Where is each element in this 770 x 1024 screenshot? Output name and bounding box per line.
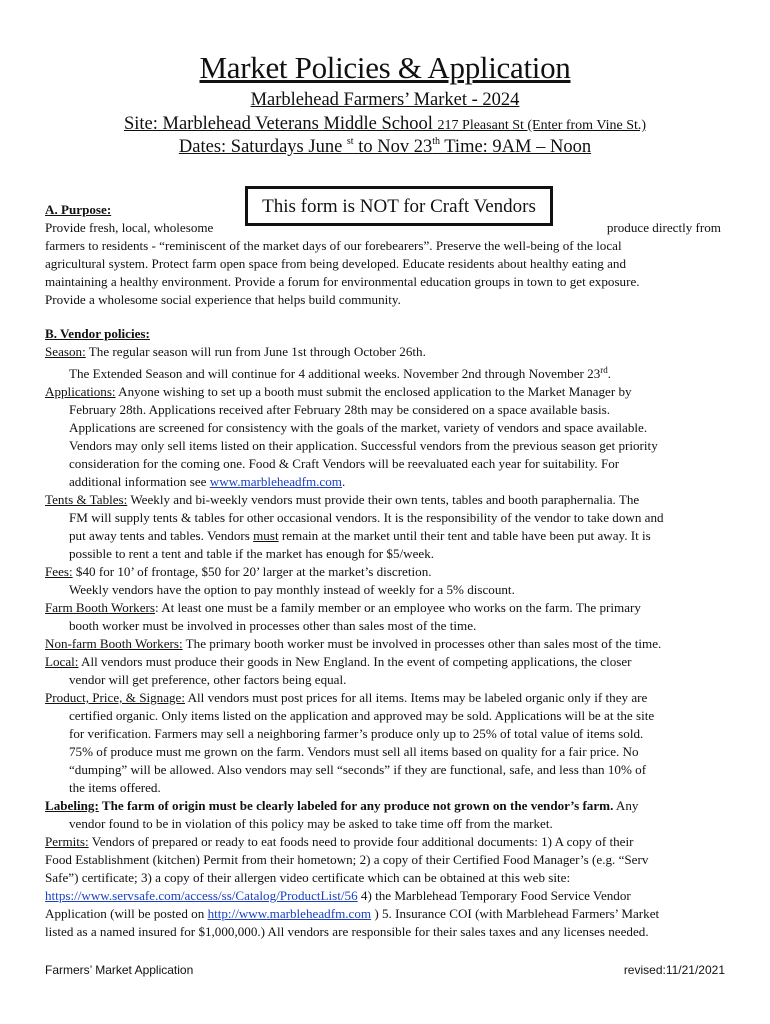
- page-title: Market Policies & Application: [199, 50, 571, 85]
- farm-workers-text: : At least one must be a family member or an employee who works on the farm. The primary: [155, 600, 641, 615]
- nonfarm-workers-label: Non-farm Booth Workers:: [45, 636, 183, 651]
- product-line: 75% of produce must me grown on the farm. Vendors must sell all items based on quality for a fair price. No: [69, 744, 639, 759]
- product-text: All vendors must post prices for all items. Items may be labeled organic only if they are: [185, 690, 648, 705]
- farm-workers-line: booth worker must be involved in processes other than sales most of the time.: [69, 618, 477, 633]
- marbleheadfm-link[interactable]: www.marbleheadfm.com: [209, 474, 342, 489]
- craft-vendor-notice: This form is NOT for Craft Vendors: [245, 186, 553, 226]
- season-extended: [45, 361, 735, 383]
- purpose-heading: A. Purpose:: [45, 202, 112, 217]
- site-address: 217 Pleasant St (Enter from Vine St.): [437, 118, 647, 133]
- site-label: Site: Marblehead Veterans Middle School: [123, 114, 433, 134]
- vendor-policies: [45, 325, 735, 941]
- season-end: .: [607, 366, 612, 381]
- applications-label: Applications:: [45, 384, 116, 399]
- market-name: Marblehead Farmers’ Market - 2024: [250, 90, 520, 110]
- tents-label: Tents & Tables:: [45, 492, 128, 507]
- nonfarm-workers-text: The primary booth worker must be involved in processes other than sales most of the time.: [182, 636, 662, 651]
- season-extended-text: The Extended Season and will continue for 4 additional weeks. November 2nd through November 23: [69, 366, 601, 381]
- tents-line: [45, 527, 735, 545]
- applications-text: additional information see: [69, 474, 210, 489]
- purpose-line-1a: Provide fresh, local, wholesome: [45, 220, 214, 235]
- farm-workers-label: Farm Booth Workers: [45, 600, 155, 615]
- local-line: vendor will get preference, other factors being equal.: [69, 672, 347, 687]
- product-line: [45, 689, 735, 707]
- permits-line: Food Establishment (kitchen) Permit from their hometown; 2) a copy of their Certified Food Manager’s (e.g. “Serv: [45, 852, 649, 867]
- fees-text: $40 for 10’ of frontage, $50 for 20’ larger at the market’s discretion.: [72, 564, 432, 579]
- dates-line: [0, 136, 770, 158]
- dates-end: to Nov 23: [358, 137, 433, 157]
- applications-line: [45, 473, 735, 491]
- fees-line: [45, 563, 735, 581]
- permits-line: [45, 887, 735, 905]
- product-line: certified organic. Only items listed on the application and approved may be sold. Applications will be at the site: [69, 708, 655, 723]
- permits-line: [45, 905, 735, 923]
- applications-line: [45, 383, 735, 401]
- purpose-line-1b: produce directly from: [606, 220, 721, 235]
- dates-sup-st: st: [346, 136, 354, 147]
- dates-sup-th: th: [432, 136, 440, 147]
- permits-line: listed as a named insured for $1,000,000.) All vendors are responsible for their sales taxes and any licenses needed.: [45, 924, 649, 939]
- dates-start: Dates: Saturdays June: [178, 137, 343, 157]
- nonfarm-workers-line: [45, 635, 735, 653]
- applications-line: February 28th. Applications received after February 28th may be considered on a space available basis.: [69, 402, 611, 417]
- permits-line: Safe”) certificate; 3) a copy of their allergen video certificate which can be obtained at this web site:: [45, 870, 571, 885]
- permits-text: Application (will be posted on: [45, 906, 208, 921]
- labeling-bold-text: The farm of origin must be clearly labeled for any produce not grown on the vendor’s farm.: [98, 798, 614, 813]
- product-line: the items offered.: [69, 780, 161, 795]
- page-footer: [45, 963, 725, 977]
- farm-workers-line: [45, 599, 735, 617]
- tents-text: remain at the market until their tent and table have been put away. It is: [278, 528, 651, 543]
- time-range: Time: 9AM – Noon: [444, 137, 592, 157]
- labeling-line: vendor found to be in violation of this policy may be asked to take time off from the market.: [69, 816, 553, 831]
- marbleheadfm-http-link[interactable]: http://www.marbleheadfm.com: [207, 906, 372, 921]
- footer-title: Farmers’ Market Application: [45, 963, 194, 977]
- tents-line: FM will supply tents & tables for other occasional vendors. It is the responsibility of the vendor to take down and: [69, 510, 664, 525]
- applications-text: Anyone wishing to set up a booth must submit the enclosed application to the Market Manager by: [115, 384, 632, 399]
- purpose-line: farmers to residents - “reminiscent of the market days of our forebearers”. Preserve the well-being of the local: [45, 238, 622, 253]
- applications-line: consideration for the coming one. Food & Craft Vendors will be reevaluated each year for suitability. For: [69, 456, 620, 471]
- applications-line: Applications are screened for consistency with the goals of the market, variety of vendors and space available.: [69, 420, 648, 435]
- permits-text: 4) the Marblehead Temporary Food Service Vendor: [357, 888, 631, 903]
- site-line: [0, 114, 770, 135]
- product-label: Product, Price, & Signage:: [45, 690, 186, 705]
- permits-text: Vendors of prepared or ready to eat foods need to provide four additional documents: 1) A copy of their: [88, 834, 634, 849]
- tents-line: possible to rent a tent and table if the market has enough for $5/week.: [69, 546, 435, 561]
- applications-end: .: [341, 474, 346, 489]
- permits-text: ) 5. Insurance COI (with Marblehead Farmers’ Market: [371, 906, 660, 921]
- tents-text: Weekly and bi-weekly vendors must provide their own tents, tables and booth paraphernalia. The: [127, 492, 640, 507]
- vendor-heading: B. Vendor policies:: [45, 326, 150, 341]
- permits-label: Permits:: [45, 834, 89, 849]
- season-label: Season:: [45, 344, 86, 359]
- local-label: Local:: [45, 654, 79, 669]
- fees-label: Fees:: [45, 564, 73, 579]
- tents-text: put away tents and tables. Vendors: [69, 528, 254, 543]
- purpose-line: agricultural system. Protect farm open space from being developed. Educate residents about healthy eating and: [45, 256, 627, 271]
- labeling-text: Any: [613, 798, 639, 813]
- fees-line: Weekly vendors have the option to pay monthly instead of weekly for a 5% discount.: [69, 582, 515, 597]
- purpose-line: maintaining a healthy environment. Provide a forum for environmental education groups in town to get exposure.: [45, 274, 640, 289]
- season-sup: rd: [600, 365, 608, 375]
- tents-line: [45, 491, 735, 509]
- labeling-label: Labeling:: [45, 798, 99, 813]
- product-line: for verification. Farmers may sell a neighboring farmer’s produce only up to 25% of total value of items sold.: [69, 726, 644, 741]
- servsafe-link[interactable]: https://www.servsafe.com/access/ss/Catalog/ProductList/56: [45, 888, 358, 903]
- applications-line: Vendors may only sell items listed on their application. Successful vendors from the previous season get priority: [69, 438, 658, 453]
- season-text: The regular season will run from June 1st through October 26th.: [85, 344, 426, 359]
- tents-must: must: [253, 528, 279, 543]
- permits-line: [45, 833, 735, 851]
- purpose-paragraph: [45, 219, 735, 309]
- purpose-line: Provide a wholesome social experience that helps build community.: [45, 292, 401, 307]
- local-line: [45, 653, 735, 671]
- footer-revised: revised:11/21/2021: [623, 963, 725, 977]
- product-line: “dumping” will be allowed. Also vendors may sell “seconds” if they are functional, safe, and less than 10% of: [69, 762, 647, 777]
- local-text: All vendors must produce their goods in New England. In the event of competing applications, the closer: [78, 654, 632, 669]
- labeling-line: [45, 797, 735, 815]
- season-line: [45, 343, 735, 361]
